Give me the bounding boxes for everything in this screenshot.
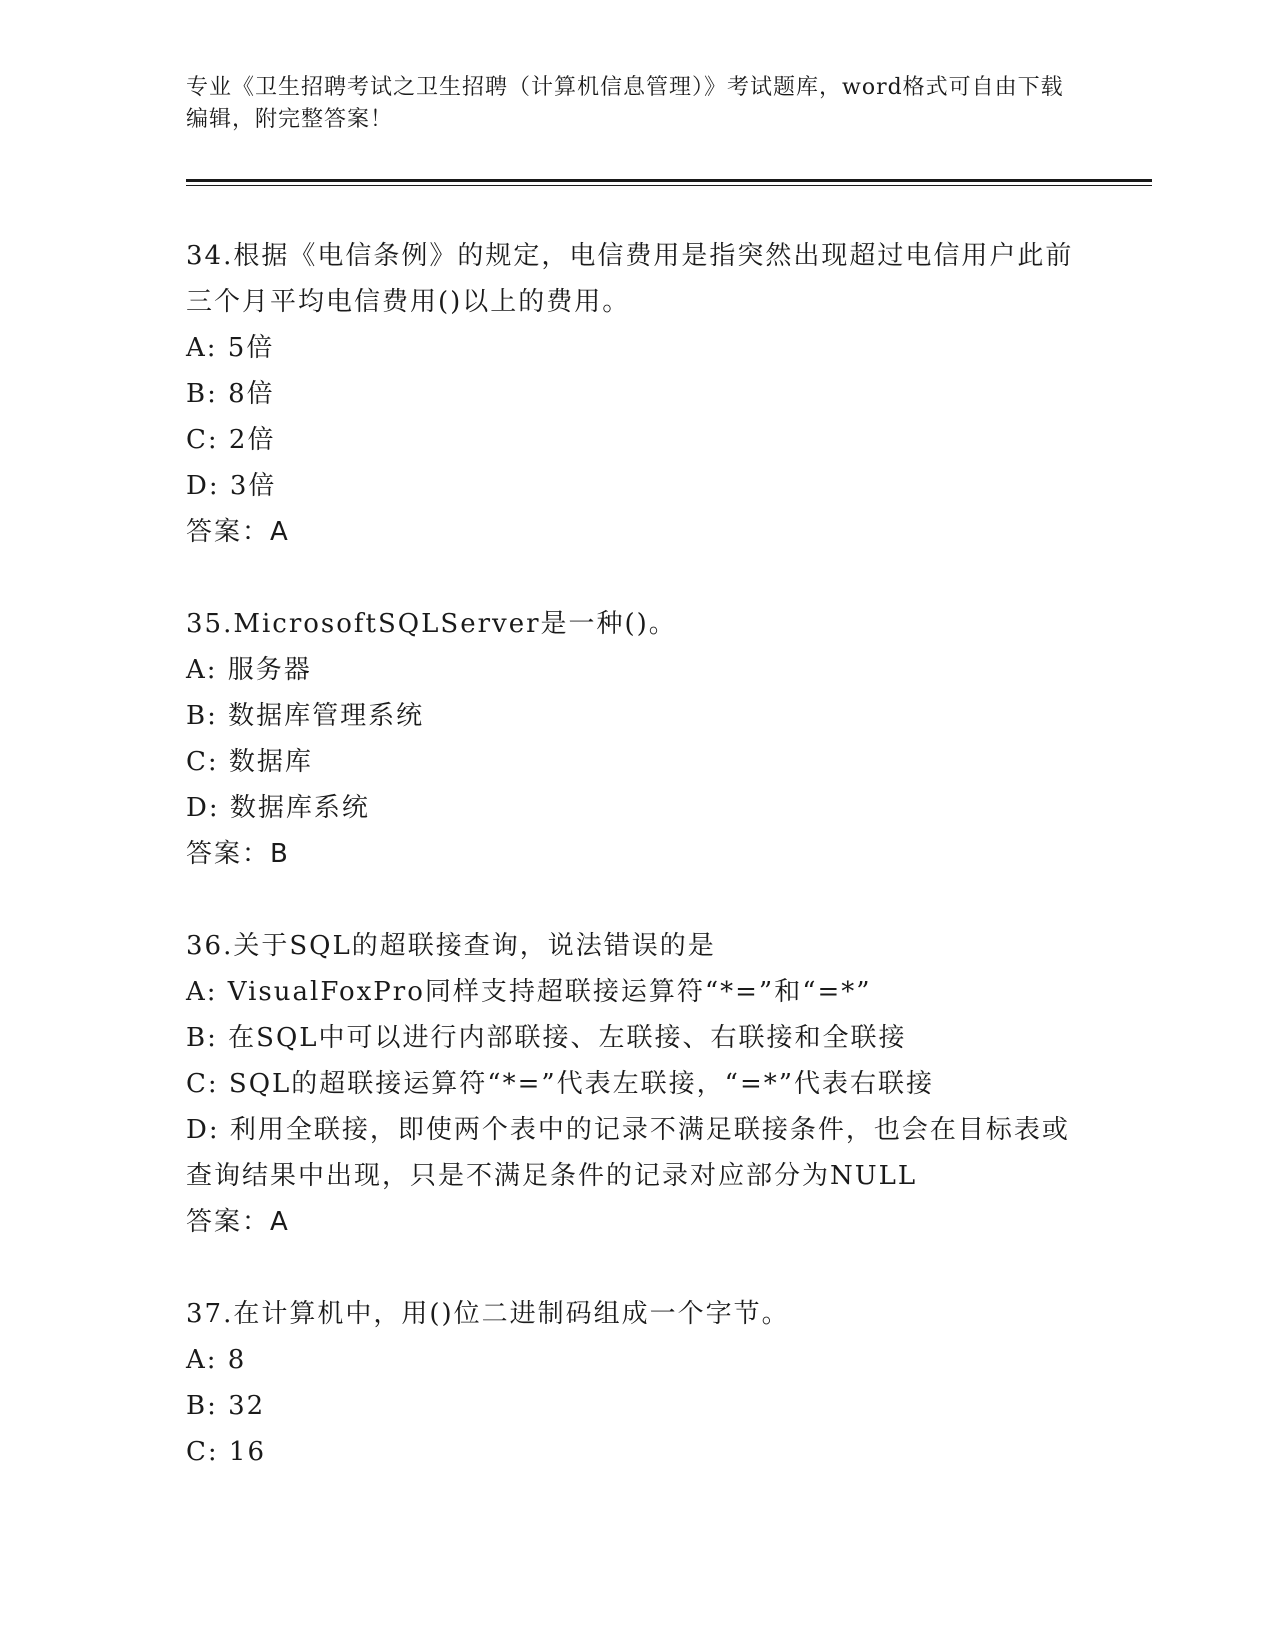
option-d: D: 利用全联接，即使两个表中的记录不满足联接条件，也会在目标表或查询结果中出现，只是不满足条件的记录对应部分为NULL <box>186 1115 1070 1191</box>
question-35 <box>186 601 1086 877</box>
question-stem: 35.MicrosoftSQLServer是一种()。 <box>186 609 677 639</box>
answer-label: 答案：B <box>186 839 290 869</box>
option-c: C: 16 <box>186 1437 267 1467</box>
question-36 <box>186 923 1086 1245</box>
header-divider-thin <box>186 185 1152 186</box>
option-a: A: 5倍 <box>186 333 275 363</box>
question-34 <box>186 233 1086 555</box>
option-b: B: 8倍 <box>186 379 275 409</box>
document-header: 专业《卫生招聘考试之卫生招聘（计算机信息管理）》考试题库，word格式可自由下载编辑，附完整答案！ <box>186 75 1064 132</box>
question-37 <box>186 1291 1086 1475</box>
question-list <box>186 233 1086 1475</box>
option-c: C: 数据库 <box>186 747 313 777</box>
header-divider-thick <box>186 179 1152 182</box>
option-d: D: 3倍 <box>186 471 277 501</box>
option-a: A: VisualFoxPro同样支持超联接运算符“*=”和“=*” <box>186 977 872 1007</box>
answer-label: 答案：A <box>186 517 290 547</box>
question-stem: 37.在计算机中，用()位二进制码组成一个字节。 <box>186 1299 790 1329</box>
option-b: B: 在SQL中可以进行内部联接、左联接、右联接和全联接 <box>186 1023 907 1053</box>
question-stem: 34.根据《电信条例》的规定，电信费用是指突然出现超过电信用户此前三个月平均电信费用()以上的费用。 <box>186 241 1074 317</box>
option-a: A: 8 <box>186 1345 247 1375</box>
option-a: A: 服务器 <box>186 655 312 685</box>
option-d: D: 数据库系统 <box>186 793 370 823</box>
option-b: B: 数据库管理系统 <box>186 701 425 731</box>
option-c: C: SQL的超联接运算符“*=”代表左联接，“=*”代表右联接 <box>186 1069 935 1099</box>
question-stem: 36.关于SQL的超联接查询，说法错误的是 <box>186 931 716 961</box>
option-c: C: 2倍 <box>186 425 276 455</box>
answer-label: 答案：A <box>186 1207 290 1237</box>
option-b: B: 32 <box>186 1391 266 1421</box>
